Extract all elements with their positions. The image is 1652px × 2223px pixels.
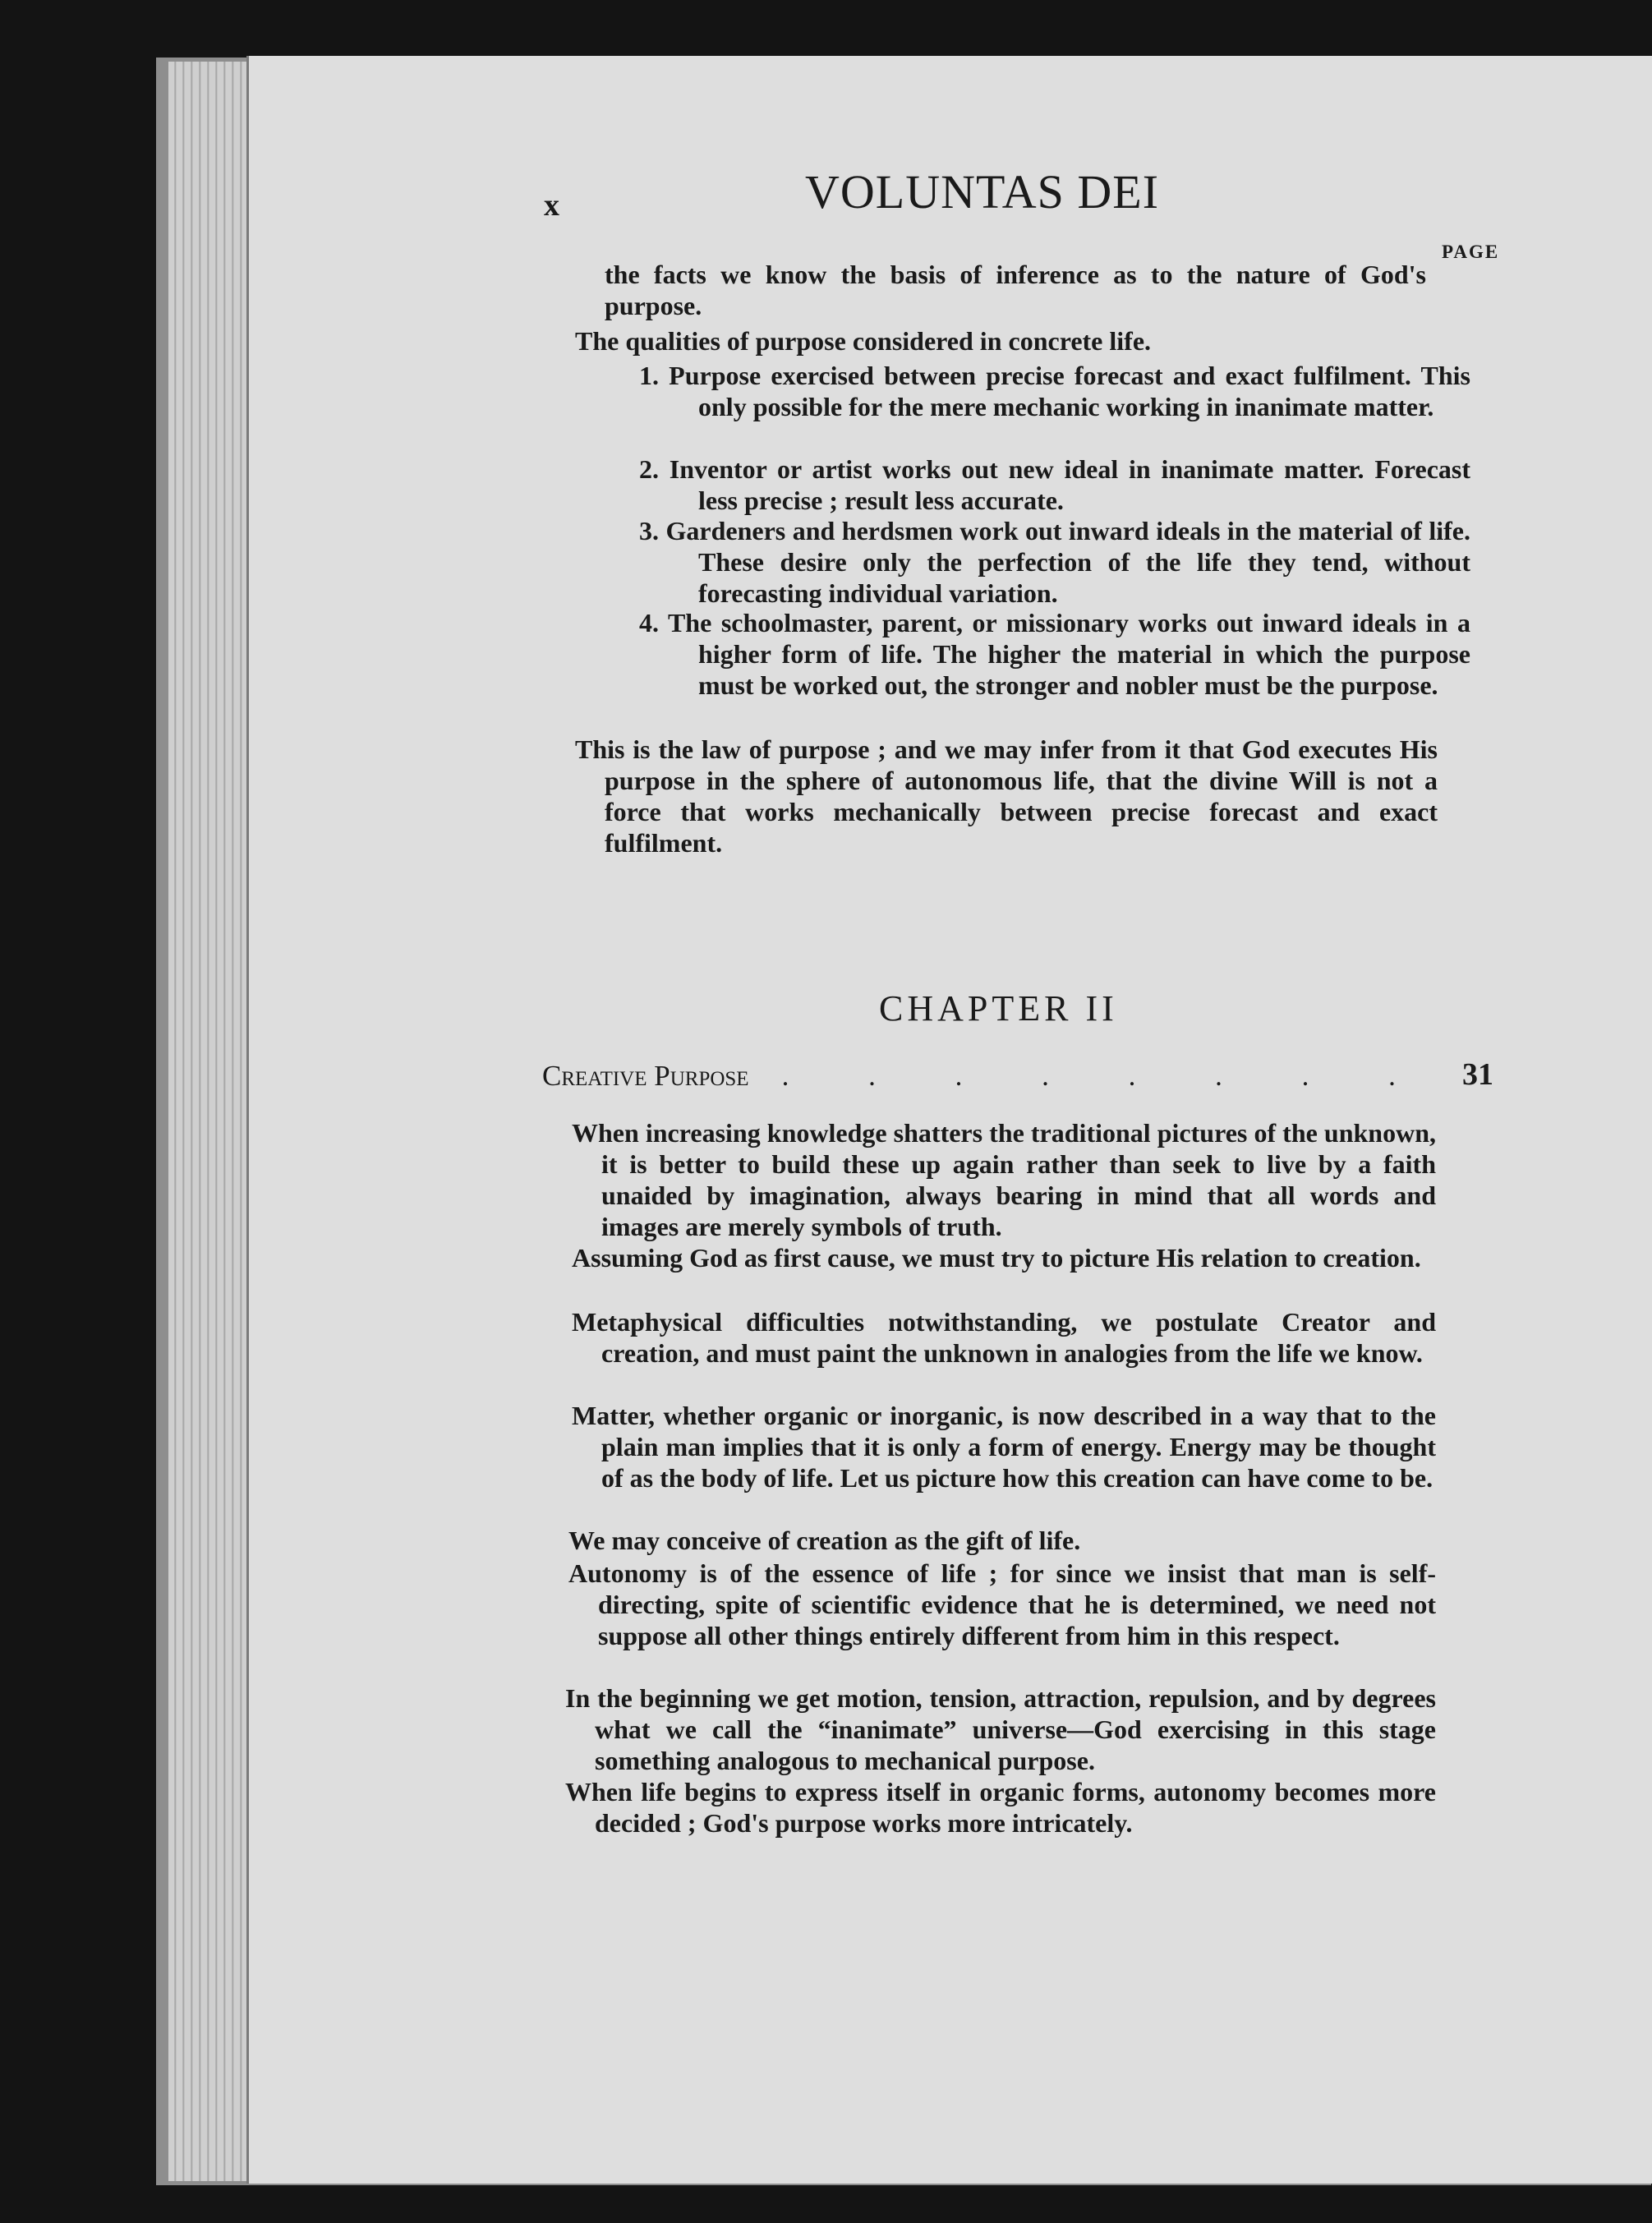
chapter-summary-paragraph: Assuming God as first cause, we must try to picture His relation to creation. — [572, 1243, 1421, 1273]
summary-paragraph: the facts we know the basis of inference as to the nature of God's purpose. — [605, 260, 1426, 320]
running-title: VOLUNTAS DEI — [805, 165, 1160, 219]
chapter-summary-paragraph: Matter, whether organic or inorganic, is now described in a way that to the plain man implies that it is only a form of energy. Energy may be thought of as the body of life. Let us picture how this creation can have come to be. — [572, 1401, 1436, 1493]
chapter-summary-paragraph: We may conceive of creation as the gift of life. — [568, 1526, 1081, 1555]
summary-paragraph: This is the law of purpose ; and we may infer from it that God executes His purpose in the sphere of autonomous life, that the divine Will is not a force that works mechanically between precise forecast and exact fulfilment. — [575, 734, 1438, 858]
chapter-summary-paragraph: Autonomy is of the essence of life ; for since we insist that man is self-directing, spite of scientific evidence that he is determined, we need not suppose all other things entirely different from him in this respect. — [568, 1558, 1436, 1650]
chapter-summary-paragraph: In the beginning we get motion, tension, attraction, repulsion, and by degrees what we call the “inanimate” universe—God exercising in this stage something analogous to mechanical purpose. — [565, 1683, 1436, 1775]
page-column-label: PAGE — [1442, 242, 1500, 262]
summary-list-item: 1. Purpose exercised between precise forecast and exact fulfilment. This only possible for the mere mechanic working in inanimate matter. — [639, 361, 1470, 421]
summary-paragraph: The qualities of purpose considered in concrete life. — [575, 326, 1152, 356]
chapter-summary-paragraph: When increasing knowledge shatters the traditional pictures of the unknown, it is better to build these up again rather than seek to live by a faith unaided by imagination, always bearing in mind that all words and images are merely symbols of truth. — [572, 1118, 1436, 1241]
summary-list-item: 3. Gardeners and herdsmen work out inward ideals in the material of life. These desire only the perfection of the life they tend, without forecasting individual variation. — [639, 516, 1470, 608]
toc-entry — [542, 1060, 1503, 1093]
toc-leader-dots: . . . . . . . . — [781, 1060, 1432, 1092]
summary-list-item: 2. Inventor or artist works out new ideal in inanimate matter. Forecast less precise ; result less accurate. — [639, 454, 1470, 515]
chapter-summary-paragraph: Metaphysical difficulties notwithstanding, we postulate Creator and creation, and must paint the unknown in analogies from the life we know. — [572, 1307, 1436, 1368]
summary-list-item: 4. The schoolmaster, parent, or missionary works out inward ideals in a higher form of life. The higher the material in which the purpose must be worked out, the stronger and nobler must be the purpose. — [639, 608, 1470, 700]
page-numeral: x — [544, 188, 559, 223]
chapter-heading: CHAPTER II — [879, 988, 1118, 1029]
toc-entry-title: Creative Purpose — [542, 1060, 749, 1092]
page-stack-edge — [168, 62, 259, 2181]
toc-entry-page: 31 — [1462, 1057, 1493, 1092]
chapter-summary-paragraph: When life begins to express itself in organic forms, autonomy becomes more decided ; God's purpose works more intricately. — [565, 1777, 1436, 1838]
